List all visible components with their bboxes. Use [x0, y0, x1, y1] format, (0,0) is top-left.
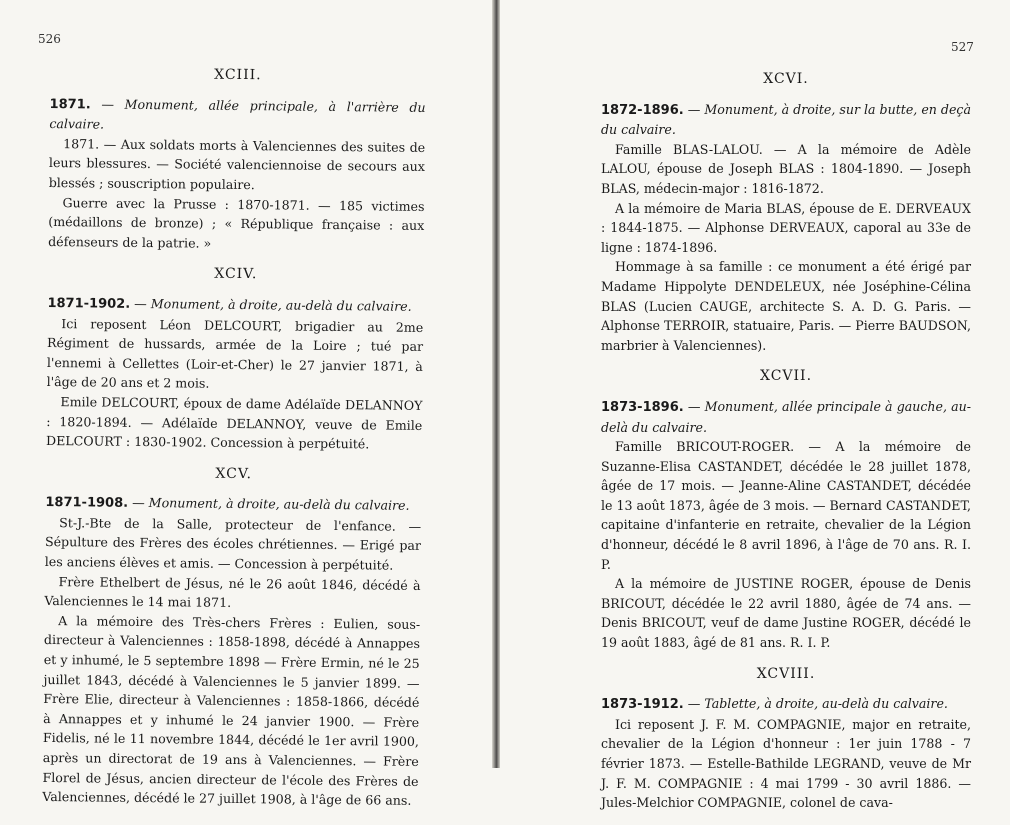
entry-heading	[601, 694, 971, 715]
entry-numeral: XCIII.	[214, 66, 262, 84]
text-column	[601, 70, 971, 825]
entry-xcv	[42, 463, 422, 811]
entry-location: — Monument, allée principale à gauche, au-delà du calvaire.	[601, 398, 971, 435]
entry-paragraph: Guerre avec la Prusse : 1870-1871. — 185 victimes (médaillons de bronze) ; « République française : aux défenseurs de la patrie. »	[48, 194, 425, 251]
entry-year: 1872-1896.	[601, 102, 684, 118]
entry-year: 1871.	[49, 96, 91, 113]
entry-xcvi	[601, 70, 971, 355]
entry-paragraph: St-J.-Bte de la Salle, protecteur de l'enfance. — Sépulture des Frères des écoles chrétiennes. — Erigé par les anciens élèves et amis. — Concession à perpétuité.	[44, 514, 422, 573]
entry-paragraph: A la mémoire des Très-chers Frères : Eulien, sous-directeur à Valenciennes : 1858-1898, décédé à Annappes et y inhumé, le 5 septembre 1898 — Frère Ermin, né le 25 juillet 1843, décédé à Valenciennes le 5 janvier 1899. — Frère Elie, directeur à Valenciennes : 1858-1866, décédé à Annappes et y inhumé le 24 janvier 1900. — Frère Fidelis, né le 11 novembre 1844, décédé le 1er avril 1900, après un directorat de 19 ans à Valenciennes. — Frère Florel de Jésus, ancien directeur de l'école des Frères de Valenciennes, décédé le 27 juillet 1908, à l'âge de 66 ans.	[42, 612, 421, 809]
entry-numeral: XCVII.	[759, 368, 813, 385]
entry-numeral: XCIV.	[214, 266, 258, 283]
entry-location: — Monument, à droite, sur la butte, en deçà du calvaire.	[601, 101, 971, 138]
book-gutter	[492, 0, 500, 768]
entry-year: 1871-1902.	[47, 295, 131, 312]
entry-paragraph: Famille BRICOUT-ROGER. — A la mémoire de Suzanne-Elisa CASTANDET, décédée le 28 juillet 1878, âgée de 17 mois. — Jeanne-Aline CASTANDET, décédée le 13 août 1873, âgée de 3 mois. — Bernard CASTANDET, capitaine d'infanterie en retraite, chevalier de la Légion d'honneur, décédé le 8 avril 1896, à l'âge de 70 ans. R. I. P.	[601, 439, 971, 572]
entry-location: — Monument, à droite, au-delà du calvaire.	[134, 295, 412, 314]
page-number: 526	[38, 32, 61, 46]
entry-location: — Monument, allée principale, à l'arrière du calvaire.	[49, 96, 426, 132]
entry-location: — Tablette, à droite, au-delà du calvaire.	[687, 696, 948, 712]
entry-heading	[601, 397, 971, 437]
entry-paragraph: Emile DELCOURT, époux de dame Adélaïde DELANNOY : 1820-1894. — Adélaïde DELANNOY, veuve de Emile DELCOURT : 1830-1902. Concession à perpétuité.	[45, 394, 423, 452]
entry-paragraph: Hommage à sa famille : ce monument a été érigé par Madame Hippolyte DENDELEUX, née Joséphine-Célina BLAS (Lucien CAUGE, architecte S. A. D. G. Paris. — Alphonse TERROIR, statuaire, Paris. — Pierre BAUDSON, marbrier à Valenciennes).	[601, 259, 971, 353]
page-number: 527	[951, 40, 974, 54]
left-page	[0, 0, 492, 809]
entry-numeral: XCVI.	[763, 71, 809, 87]
right-page	[500, 0, 1010, 811]
entry-numeral: XCVIII.	[756, 665, 816, 682]
entry-paragraph: A la mémoire de Maria BLAS, épouse de E. DERVEAUX : 1844-1875. — Alphonse DERVEAUX, caporal au 33e de ligne : 1874-1896.	[601, 200, 971, 255]
entry-heading	[601, 100, 971, 140]
entry-paragraph: A la mémoire de JUSTINE ROGER, épouse de Denis BRICOUT, décédée le 22 avril 1880, âgée de 74 ans. — Denis BRICOUT, veuf de dame Justine ROGER, décédé le 19 août 1883, âgé de 81 ans. R. I. P.	[601, 576, 971, 651]
entry-paragraph: Frère Ethelbert de Jésus, né le 26 août 1846, décédé à Valenciennes le 14 mai 1871.	[44, 573, 421, 611]
entry-paragraph: Famille BLAS-LALOU. — A la mémoire de Adèle LALOU, épouse de Joseph BLAS : 1804-1890. — Joseph BLAS, médecin-major : 1816-1872.	[601, 141, 971, 196]
entry-heading	[49, 94, 425, 138]
entry-xciv	[46, 263, 424, 454]
entry-xcvii	[601, 367, 971, 652]
entry-xciii	[48, 64, 426, 255]
entry-numeral: XCV.	[215, 465, 253, 482]
entry-year: 1873-1912.	[601, 697, 684, 713]
text-column	[42, 64, 426, 823]
entry-paragraph: 1871. — Aux soldats morts à Valenciennes des suites de leurs blessures. — Société valenciennoise de secours aux blessés ; souscription populaire.	[48, 135, 426, 193]
entry-xcviii	[601, 665, 971, 813]
entry-year: 1873-1896.	[601, 399, 684, 415]
entry-location: — Monument, à droite, au-delà du calvaire.	[132, 495, 410, 514]
entry-paragraph: Ici reposent Léon DELCOURT, brigadier au 2me Régiment de hussards, armée de la Loire ; tué par l'ennemi à Cellettes (Loir-et-Cher) le 27 janvier 1871, à l'âge de 20 ans et 2 mois.	[46, 315, 424, 391]
entry-year: 1871-1908.	[45, 495, 129, 512]
entry-paragraph: Ici reposent J. F. M. COMPAGNIE, major en retraite, chevalier de la Légion d'honneur : 1er juin 1788 - 7 février 1873. — Estelle-Bathilde LEGRAND, veuve de Mr J. F. M. COMPAGNIE : 4 mai 1799 - 30 avril 1886. — Jules-Melchior COMPAGNIE, colonel de cava-	[601, 716, 971, 811]
